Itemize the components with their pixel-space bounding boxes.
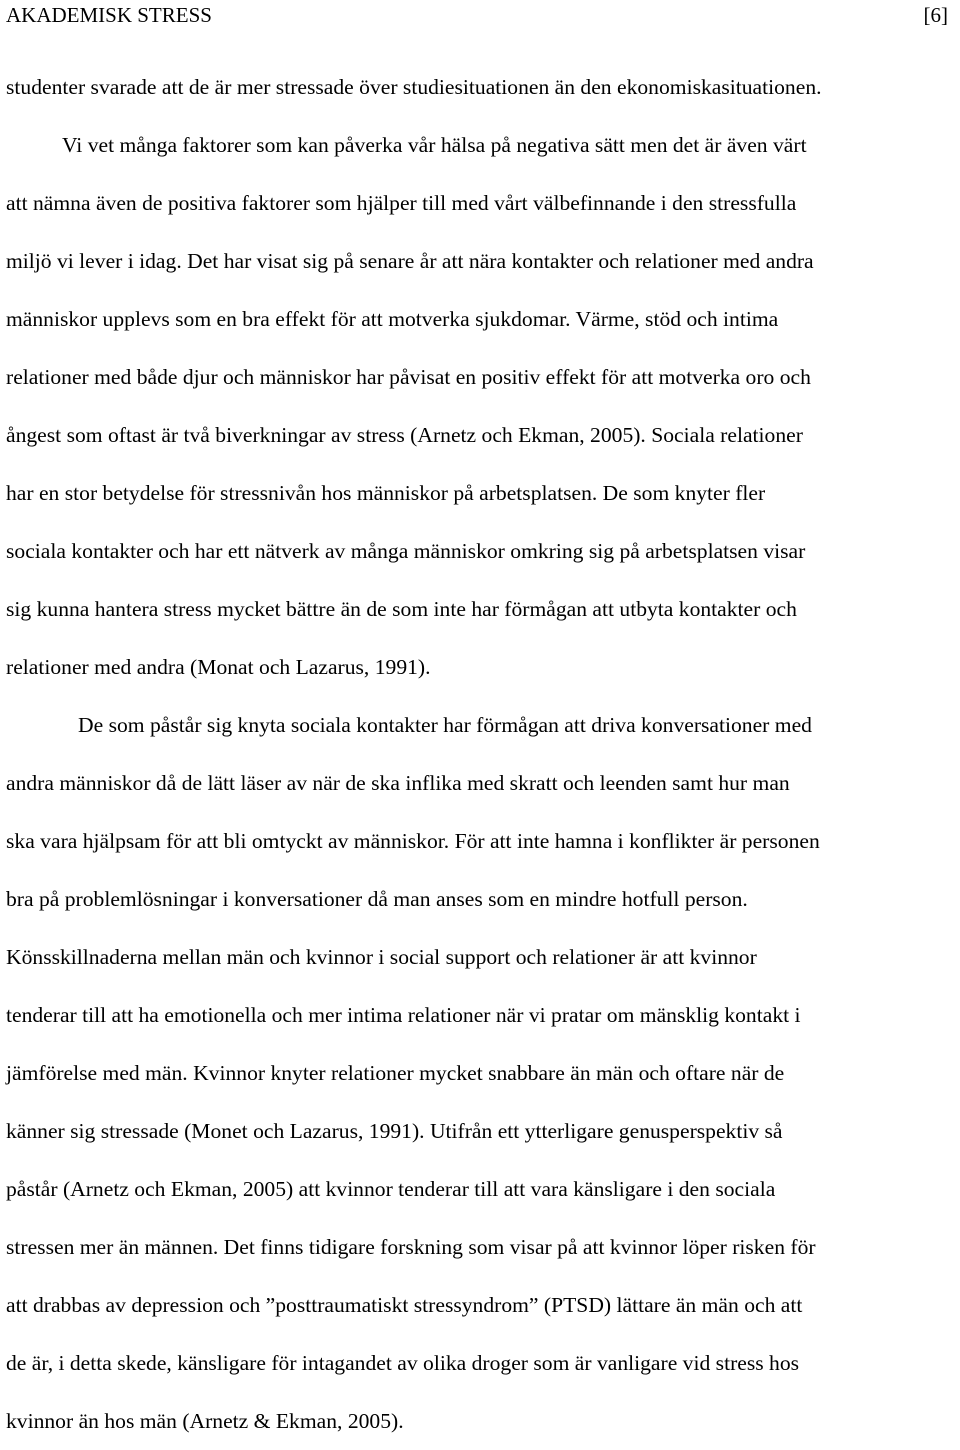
text-line: stressen mer än männen. Det finns tidigare forskning som visar på att kvinnor löper risken för (6, 1235, 816, 1259)
page-number: [6] (923, 2, 948, 27)
document-title: AKADEMISK STRESS (6, 2, 212, 27)
text-line: ångest som oftast är två biverkningar av stress (Arnetz och Ekman, 2005). Sociala relationer (6, 423, 803, 447)
text-line: miljö vi lever i idag. Det har visat sig på senare år att nära kontakter och relationer med andra (6, 249, 814, 273)
text-line: studenter svarade att de är mer stressade över studiesituationen än den ekonomiskasituationen. (6, 75, 822, 99)
text-line: känner sig stressade (Monet och Lazarus, 1991). Utifrån ett ytterligare genusperspektiv så (6, 1119, 783, 1143)
document-body (6, 58, 956, 1450)
text-line: relationer med både djur och människor har påvisat en positiv effekt för att motverka oro och (6, 365, 811, 389)
paragraph-start-line: De som påstår sig knyta sociala kontakter har förmågan att driva konversationer med (78, 713, 812, 737)
text-line: bra på problemlösningar i konversationer då man anses som en mindre hotfull person. (6, 887, 748, 911)
text-line: har en stor betydelse för stressnivån hos människor på arbetsplatsen. De som knyter fler (6, 481, 766, 505)
text-line: sociala kontakter och har ett nätverk av många människor omkring sig på arbetsplatsen visar (6, 539, 806, 563)
text-line: att drabbas av depression och ”posttraumatiskt stressyndrom” (PTSD) lättare än män och att (6, 1293, 803, 1317)
text-line: Könsskillnaderna mellan män och kvinnor i social support och relationer är att kvinnor (6, 945, 757, 969)
text-line: jämförelse med män. Kvinnor knyter relationer mycket snabbare än män och oftare när de (6, 1061, 785, 1085)
text-line: ska vara hjälpsam för att bli omtyckt av människor. För att inte hamna i konflikter är personen (6, 829, 820, 853)
text-line: andra människor då de lätt läser av när de ska inflika med skratt och leenden samt hur man (6, 771, 790, 795)
text-line: relationer med andra (Monat och Lazarus, 1991). (6, 655, 431, 679)
page-header (6, 0, 948, 30)
text-line: kvinnor än hos män (Arnetz & Ekman, 2005). (6, 1409, 404, 1433)
text-line: sig kunna hantera stress mycket bättre än de som inte har förmågan att utbyta kontakter och (6, 597, 797, 621)
paragraph-start-line: Vi vet många faktorer som kan påverka vår hälsa på negativa sätt men det är även värt (62, 133, 807, 157)
text-line: att nämna även de positiva faktorer som hjälper till med vårt välbefinnande i den stressfulla (6, 191, 797, 215)
text-line: påstår (Arnetz och Ekman, 2005) att kvinnor tenderar till att vara känsligare i den sociala (6, 1177, 776, 1201)
text-line: människor upplevs som en bra effekt för att motverka sjukdomar. Värme, stöd och intima (6, 307, 779, 331)
text-line: de är, i detta skede, känsligare för intagandet av olika droger som är vanligare vid stress hos (6, 1351, 800, 1375)
text-line: tenderar till att ha emotionella och mer intima relationer när vi pratar om mänsklig kontakt i (6, 1003, 801, 1027)
